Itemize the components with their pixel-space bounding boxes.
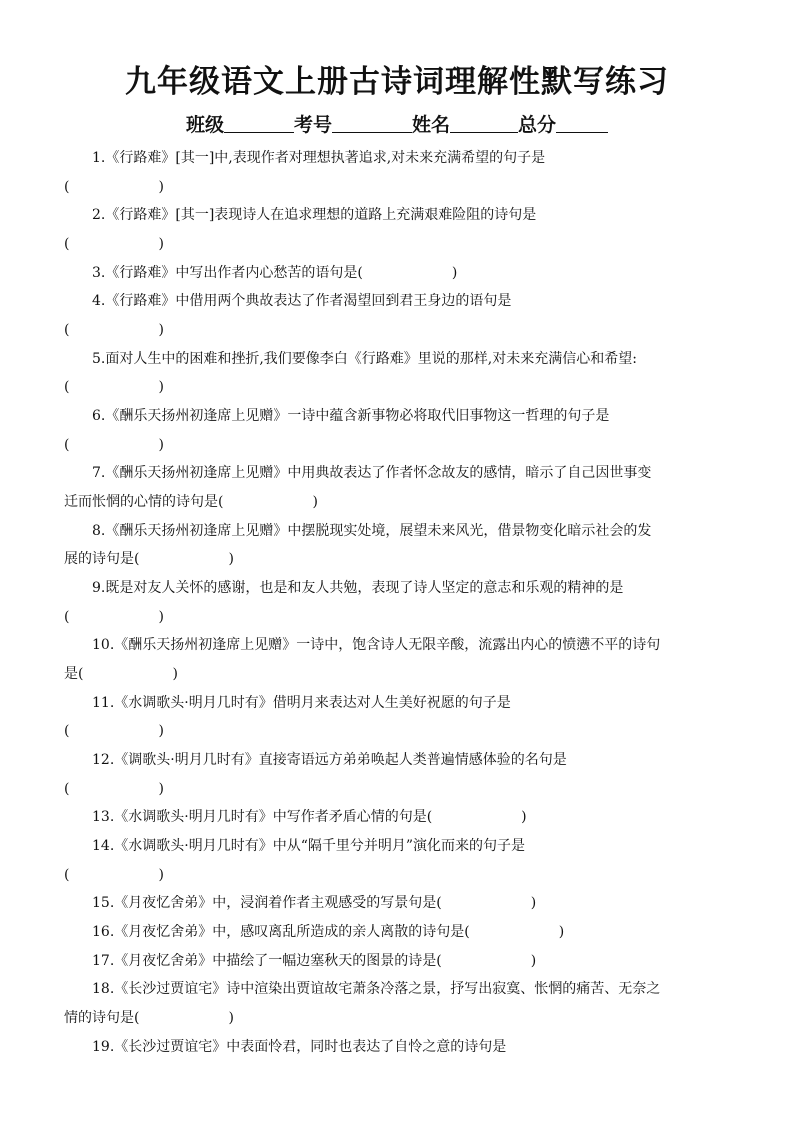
answer-blank[interactable]: ( ): [64, 437, 164, 453]
name-label: 姓名: [412, 114, 451, 136]
question-line[interactable]: 展的诗句是( ): [64, 551, 234, 567]
question-line: 10.《酬乐天扬州初逢席上见赠》一诗中，饱含诗人无限辛酸，流露出内心的愤懑不平的诗句: [92, 637, 661, 653]
header-fields: [0, 112, 794, 138]
answer-blank[interactable]: ( ): [64, 867, 164, 883]
score-blank[interactable]: [556, 112, 608, 133]
class-label: 班级: [185, 114, 224, 136]
question-line: 13.《水调歌头·明月几时有》中写作者矛盾心情的句是( ): [92, 809, 527, 825]
exam-no-blank[interactable]: [332, 112, 412, 133]
answer-blank[interactable]: ( ): [64, 179, 164, 195]
answer-blank[interactable]: ( ): [64, 781, 164, 797]
question-line: 4.《行路难》中借用两个典故表达了作者渴望回到君王身边的语句是: [92, 293, 512, 309]
page-title: 九年级语文上册古诗词理解性默写练习: [125, 64, 669, 100]
score-label: 总分: [518, 114, 557, 136]
answer-blank[interactable]: ( ): [64, 609, 164, 625]
question-line: 14.《水调歌头·明月几时有》中从“隔千里兮并明月”演化而来的句子是: [92, 838, 526, 854]
question-line: 18.《长沙过贾谊宅》诗中渲染出贾谊故宅萧条冷落之景，抒写出寂寞、怅惘的痛苦、无奈之: [92, 981, 661, 997]
question-line[interactable]: 迁而怅惘的心情的诗句是( ): [64, 494, 318, 510]
answer-blank[interactable]: ( ): [64, 322, 164, 338]
question-line: 17.《月夜忆舍弟》中描绘了一幅边塞秋天的图景的诗是( ): [92, 953, 537, 969]
question-line: 5.面对人生中的困难和挫折,我们要像李白《行路难》里说的那样,对未来充满信心和希望:: [92, 351, 637, 367]
question-line: 9.既是对友人关怀的感谢，也是和友人共勉，表现了诗人坚定的意志和乐观的精神的是: [92, 580, 624, 596]
question-line: 15.《月夜忆舍弟》中，浸润着作者主观感受的写景句是( ): [92, 895, 537, 911]
question-line: 8.《酬乐天扬州初逢席上见赠》中摆脱现实处境，展望未来风光，借景物变化暗示社会的发: [92, 523, 652, 539]
question-line: 11.《水调歌头·明月几时有》借明月来表达对人生美好祝愿的句子是: [92, 695, 511, 711]
question-line: 12.《调歌头·明月几时有》直接寄语远方弟弟唤起人类普遍情感体验的名句是: [92, 752, 567, 768]
question-line: 7.《酬乐天扬州初逢席上见赠》中用典故表达了作者怀念故友的感情，暗示了自己因世事变: [92, 465, 652, 481]
question-line: 2.《行路难》[其一]表现诗人在追求理想的道路上充满艰难险阻的诗句是: [92, 207, 537, 223]
answer-blank[interactable]: ( ): [64, 379, 164, 395]
question-line[interactable]: 情的诗句是( ): [64, 1010, 234, 1026]
class-blank[interactable]: [224, 112, 294, 133]
answer-blank[interactable]: ( ): [64, 723, 164, 739]
question-line: 3.《行路难》中写出作者内心愁苦的语句是( ): [92, 265, 458, 281]
question-line: 1.《行路难》[其一]中,表现作者对理想执著追求,对未来充满希望的句子是: [92, 150, 546, 166]
question-line: 6.《酬乐天扬州初逢席上见赠》一诗中蕴含新事物必将取代旧事物这一哲理的句子是: [92, 408, 610, 424]
question-line[interactable]: 是( ): [64, 666, 178, 682]
exam-no-label: 考号: [293, 114, 332, 136]
question-line: 19.《长沙过贾谊宅》中表面怜君，同时也表达了自怜之意的诗句是: [92, 1039, 507, 1055]
answer-blank[interactable]: ( ): [64, 236, 164, 252]
name-blank[interactable]: [450, 112, 518, 133]
question-line: 16.《月夜忆舍弟》中，感叹离乱所造成的亲人离散的诗句是( ): [92, 924, 565, 940]
